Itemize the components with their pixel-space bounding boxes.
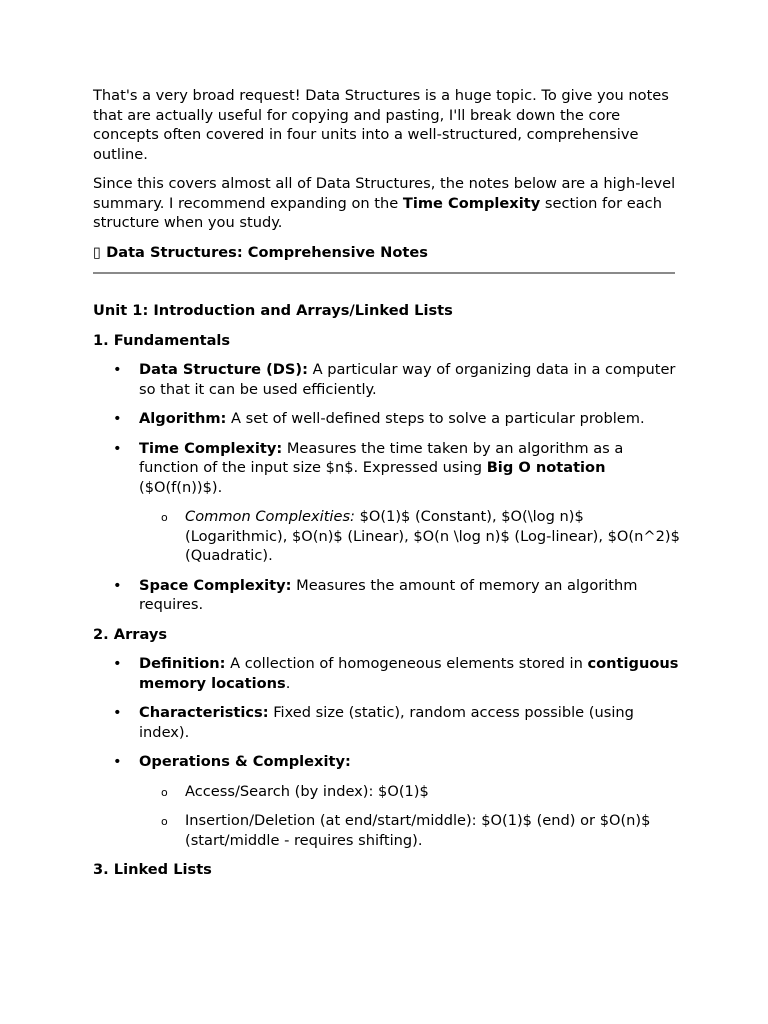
space-complexity-label: Space Complexity:	[139, 576, 292, 594]
intro-p2-text-c: section for each structure when you study.	[93, 194, 662, 231]
common-complexities-label: Common Complexities:	[185, 508, 355, 525]
section-arrays-heading: 2. Arrays	[93, 625, 168, 643]
definition-text: A collection of homogeneous elements stored in	[225, 655, 588, 672]
list-item-data-structure	[93, 360, 683, 399]
unit-1-heading: Unit 1: Introduction and Arrays/Linked Lists	[93, 302, 453, 319]
operations-label: Operations & Complexity:	[139, 753, 351, 770]
definition-end: .	[285, 674, 291, 692]
list-item-insertion-deletion: o Insertion/Deletion (at end/start/middle): $O(1)$ (end) or $O(n)$ (start/middle - requires shifting).	[139, 811, 683, 850]
time-complexity-sublist	[139, 507, 683, 566]
intro-p2-bold: Time Complexity	[402, 194, 541, 212]
contiguous-memory-term: contiguous memory locations	[139, 655, 679, 692]
intro-paragraph-2	[93, 174, 683, 233]
time-complexity-text: Measures the time taken by an algorithm as a function of the input size $n$. Expressed using	[139, 439, 624, 476]
list-item-algorithm	[93, 409, 683, 429]
algorithm-label: Algorithm:	[139, 410, 227, 427]
characteristics-text: Fixed size (static), random access possible (using index).	[139, 704, 634, 741]
intro-paragraph-1: That's a very broad request! Data Structures is a huge topic. To give you notes that are actually useful for copying and pasting, I'll break down the core concepts often covered in four units into a well-structured, comprehensive outline.	[93, 87, 669, 163]
operations-sublist	[139, 782, 683, 851]
document-content	[93, 86, 683, 890]
time-complexity-end: ($O(f(n))$).	[139, 478, 223, 496]
intro-p2-text-a: Since this covers almost all of Data Structures, the notes below are a high-level summary. I recommend expanding on the	[93, 175, 676, 212]
section-linked-lists-heading: 3. Linked Lists	[93, 861, 212, 878]
horizontal-divider	[93, 272, 675, 274]
document-title: ▯ Data Structures: Comprehensive Notes	[93, 243, 428, 261]
space-complexity-text: Measures the amount of memory an algorithm requires.	[139, 576, 638, 613]
arrays-list	[93, 654, 683, 850]
list-item-characteristics	[93, 703, 683, 742]
common-complexities-text: $O(1)$ (Constant), $O(\log n)$ (Logarithmic), $O(n)$ (Linear), $O(n \log n)$ (Log-linear), $O(n^2)$ (Quadratic).	[185, 508, 680, 564]
list-item-definition	[93, 654, 683, 693]
characteristics-label: Characteristics:	[139, 704, 269, 721]
list-item-time-complexity	[93, 439, 683, 566]
algorithm-text: A set of well-defined steps to solve a particular problem.	[226, 410, 645, 427]
ds-text: A particular way of organizing data in a computer so that it can be used efficiently.	[139, 361, 676, 398]
big-o-notation-term: Big O notation	[486, 459, 606, 476]
section-fundamentals-heading: 1. Fundamentals	[93, 331, 231, 349]
definition-label: Definition:	[139, 655, 226, 672]
time-complexity-label: Time Complexity:	[139, 439, 283, 457]
list-item-access-search: o Access/Search (by index): $O(1)$	[139, 782, 683, 802]
fundamentals-list	[93, 360, 683, 615]
list-item-operations	[93, 752, 683, 850]
list-item-space-complexity	[93, 576, 683, 615]
list-item-common-complexities	[139, 507, 683, 566]
ds-label: Data Structure (DS):	[139, 361, 308, 378]
